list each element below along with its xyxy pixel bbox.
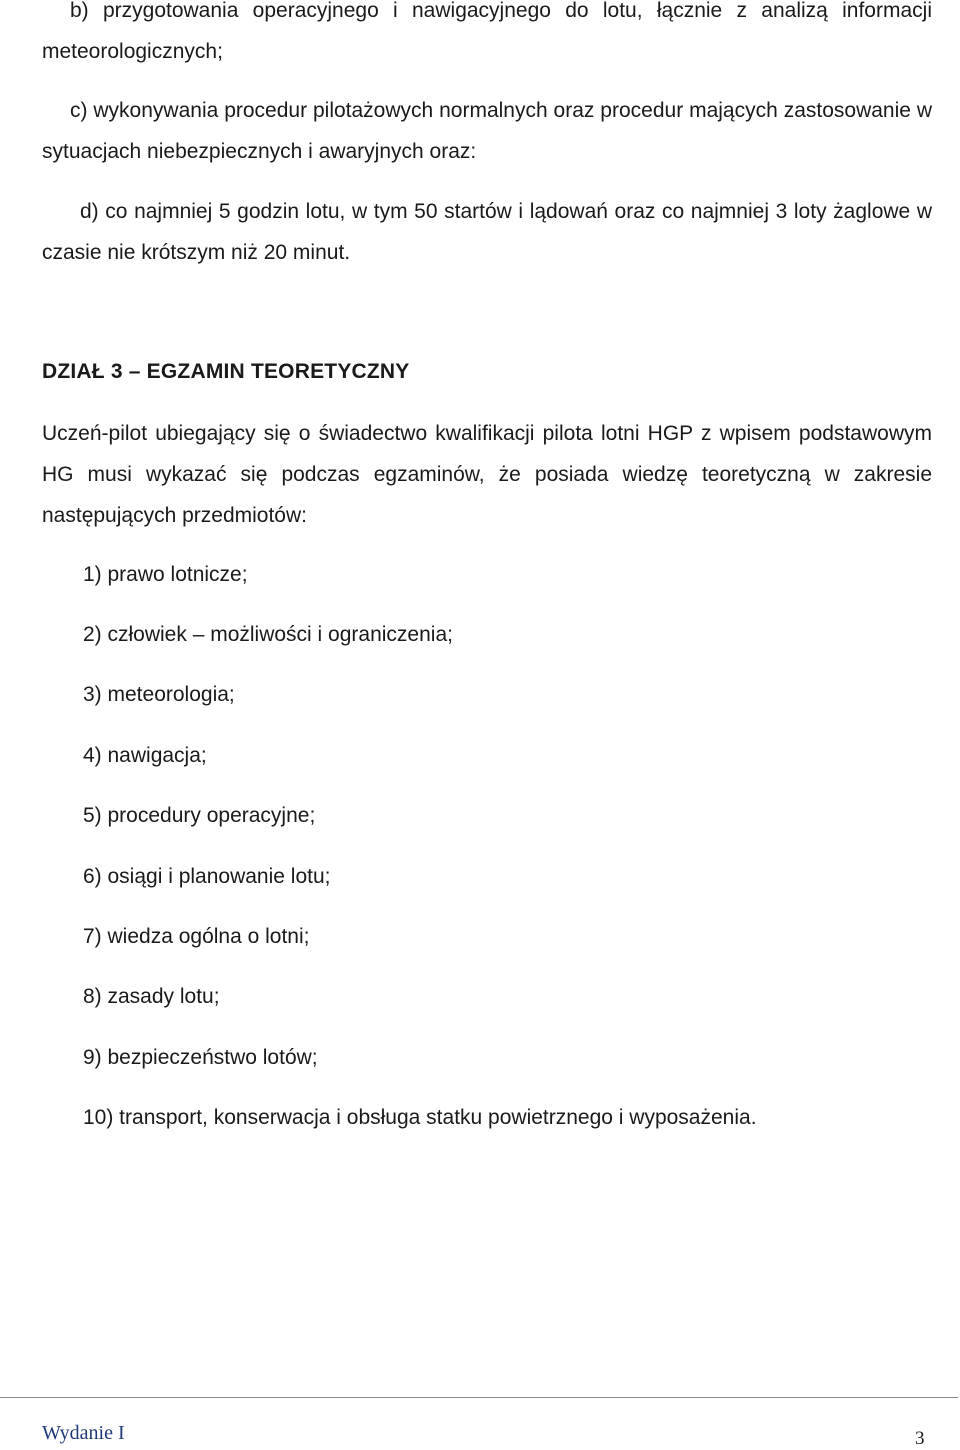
list-item: 7) wiedza ogólna o lotni; — [83, 925, 310, 948]
list-item: 9) bezpieczeństwo lotów; — [83, 1046, 318, 1069]
list-item: 3) meteorologia; — [83, 683, 235, 706]
footer-divider — [0, 1397, 958, 1398]
paragraph-c: c) wykonywania procedur pilotażowych normalnych oraz procedur mających zastosowanie w sytuacjach niebezpiecznych i awaryjnych oraz: — [42, 99, 932, 163]
footer-page-number: 3 — [915, 1428, 925, 1449]
list-item: 8) zasady lotu; — [83, 985, 220, 1008]
list-item: 4) nawigacja; — [83, 744, 207, 767]
list-item: 10) transport, konserwacja i obsługa statku powietrznego i wyposażenia. — [83, 1106, 757, 1129]
list-item: 6) osiągi i planowanie lotu; — [83, 865, 331, 888]
footer-edition: Wydanie I — [42, 1422, 125, 1444]
section-heading: DZIAŁ 3 – EGZAMIN TEORETYCZNY — [42, 360, 410, 383]
list-item: 2) człowiek – możliwości i ograniczenia; — [83, 623, 453, 646]
list-item: 5) procedury operacyjne; — [83, 804, 316, 827]
list-item: 1) prawo lotnicze; — [83, 563, 248, 586]
intro-paragraph: Uczeń-pilot ubiegający się o świadectwo kwalifikacji pilota lotni HGP z wpisem podstawowym HG musi wykazać się podczas egzaminów, że posiada wiedzę teoretyczną w zakresie następujących przedmiotów: — [42, 422, 932, 527]
paragraph-d: d) co najmniej 5 godzin lotu, w tym 50 startów i lądowań oraz co najmniej 3 loty żaglowe w czasie nie krótszym niż 20 minut. — [42, 200, 932, 264]
paragraph-b: b) przygotowania operacyjnego i nawigacyjnego do lotu, łącznie z analizą informacji meteorologicznych; — [42, 0, 932, 63]
